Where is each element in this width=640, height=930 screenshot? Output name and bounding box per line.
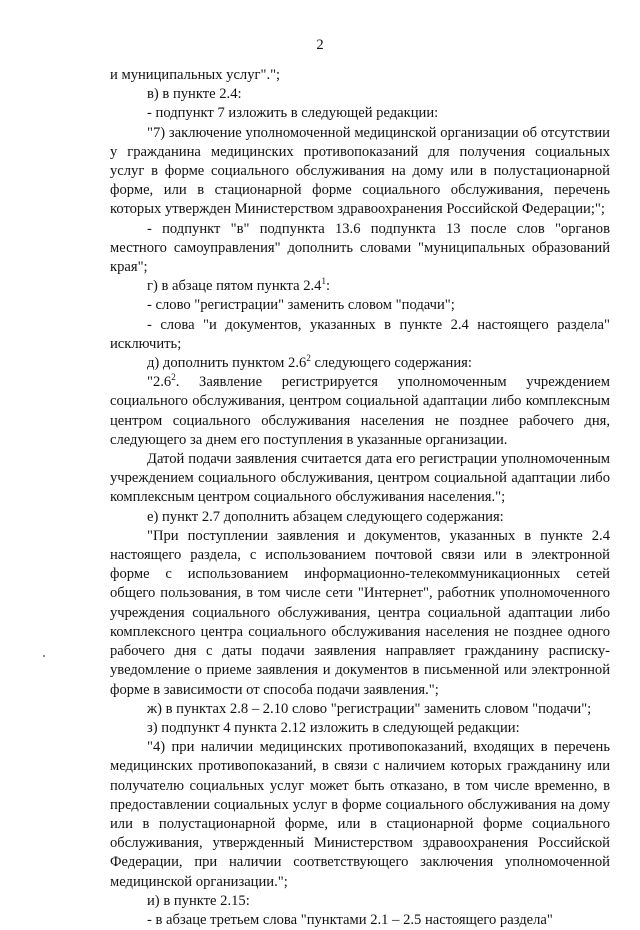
paragraph: - слова "и документов, указанных в пункте 2.4 настоящего раздела" исключить; <box>110 316 610 352</box>
paragraph: "$2.6^2$. Заявление регистрируется уполномоченным учреждением социального обслуживания, центром социальной адаптации либо комплексным центром социального обслуживания населения не позднее рабочего дня, следующего за днем его поступления в указанные организации. <box>110 372 610 448</box>
text-line: и муниципальных услуг"."; <box>110 67 281 83</box>
paragraph: Датой подачи заявления считается дата его регистрации уполномоченным учреждением социального обслуживания, центром социальной адаптации либо комплексным центром социального обслуживания населения."; <box>110 451 610 506</box>
text-line: - слово "регистрации" заменить словом "подачи"; <box>147 297 455 314</box>
subitem-d: д) дополнить пунктом $2.6^2$ следующего содержания: <box>147 353 472 372</box>
document-body <box>110 66 610 930</box>
text-line: - подпункт 7 изложить в следующей редакции: <box>147 105 439 122</box>
subitem-g: г) в абзаце пятом пункта $2.4^1$: <box>147 276 331 295</box>
paragraph: - подпункт "в" подпункта 13.6 подпункта 13 после слов "органов местного самоуправления" дополнить словами "муниципальных образований края"; <box>110 220 610 276</box>
subitem-z: з) подпункт 4 пункта 2.12 изложить в следующей редакции: <box>147 719 520 736</box>
subitem-v: в) в пункте 2.4: <box>147 86 242 103</box>
subitem-e: е) пункт 2.7 дополнить абзацем следующего содержания: <box>147 508 504 525</box>
subitem-i: и) в пункте 2.15: <box>147 892 250 909</box>
paragraph: "4) при наличии медицинских противопоказаний, входящих в перечень медицинских противопоказаний, в связи с наличием которых гражданину или получателю социальных услуг может быть отказано, в том числе временно, в предоставлении социальных услуг в форме социального обслуживания на дому или в полустационарной форме, или в стационарной форме социального обслуживания, утвержденный Министерством здравоохранения Российской Федерации, при наличии соответствующего заключения уполномоченной медицинской организации."; <box>110 739 610 890</box>
subitem-zh: ж) в пунктах 2.8 – 2.10 слово "регистрации" заменить словом "подачи"; <box>147 700 592 717</box>
page-number: 2 <box>316 37 324 53</box>
paragraph: "При поступлении заявления и документов, указанных в пункте 2.4 настоящего раздела, с использованием почтовой связи или в электронной форме с использованием информационно-телекоммуникационных сетей общего пользования, в том числе сети "Интернет", работник уполномоченного учреждения социального обслуживания, центра социальной адаптации либо комплексного центра социального обслуживания населения не позднее одного рабочего дня с даты подачи заявления направляет гражданину расписку-уведомление о приеме заявления и документов в письменной или электронной форме в зависимости от способа подачи заявления."; <box>110 527 610 698</box>
paragraph: "7) заключение уполномоченной медицинской организации об отсутствии у гражданина медицинских противопоказаний для получения социальных услуг в форме социального обслуживания на дому или в полустационарной форме, или в стационарной форме социального обслуживания, перечень которых утвержден Министерством здравоохранения Российской Федерации;"; <box>110 124 610 218</box>
scan-speck <box>43 655 45 657</box>
text-line: - в абзаце третьем слова "пунктами 2.1 – 2.5 настоящего раздела" <box>147 911 553 928</box>
